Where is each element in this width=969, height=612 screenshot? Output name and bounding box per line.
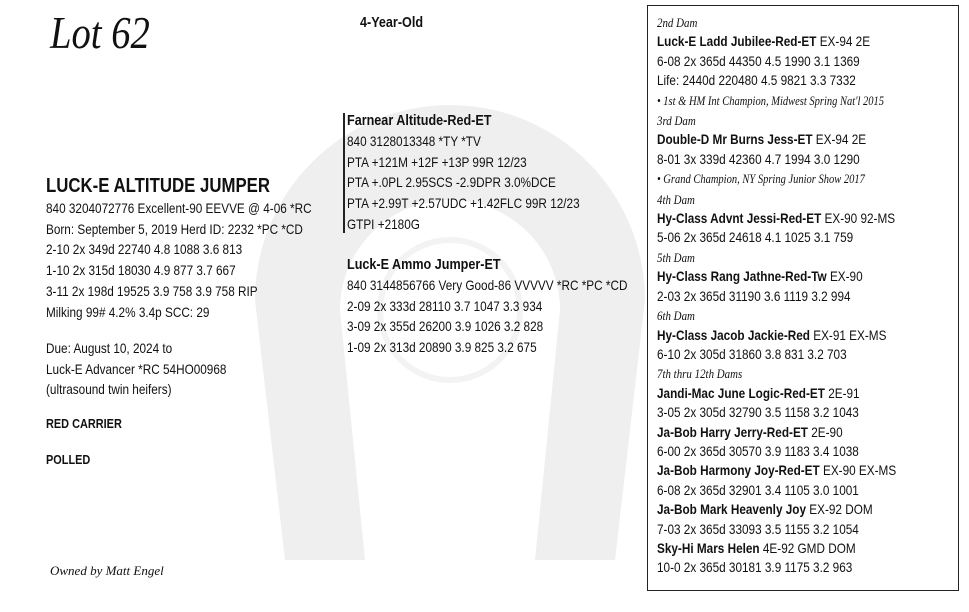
dam-name-text: Ja-Bob Mark Heavenly Joy bbox=[657, 501, 807, 518]
dam-line: 1-09 2x 313d 20890 3.9 825 3.2 675 bbox=[347, 339, 537, 356]
award-note-text: • Grand Champion, NY Spring Junior Show 2017 bbox=[657, 172, 865, 187]
pedigree-record-line: 5-06 2x 365d 24618 4.1 1025 3.1 759 bbox=[657, 229, 854, 246]
pedigree-record-line: 3-05 2x 305d 32790 3.5 1158 3.2 1043 bbox=[657, 404, 859, 421]
polled-label: POLLED bbox=[46, 452, 91, 467]
dam-name-text: Sky-Hi Mars Helen bbox=[657, 539, 760, 556]
pedigree-record-line: 6-00 2x 365d 30570 3.9 1183 3.4 1038 bbox=[657, 442, 859, 459]
sire-line: GTPI +2180G bbox=[347, 215, 420, 232]
owner-label: Owned by Matt Engel bbox=[50, 563, 164, 578]
pedigree-dam-name bbox=[657, 539, 896, 558]
due-info bbox=[46, 338, 261, 400]
pedigree-record-line: 10-0 2x 365d 30181 3.9 1175 3.2 963 bbox=[657, 559, 853, 576]
dam-line: 2-09 2x 333d 28110 3.7 1047 3.3 934 bbox=[347, 297, 543, 314]
animal-line: 1-10 2x 315d 18030 4.9 877 3.7 667 bbox=[46, 262, 236, 279]
dam-classification: 2E-90 bbox=[807, 423, 843, 440]
pedigree-dam-name bbox=[657, 130, 896, 149]
pedigree-dam-name bbox=[657, 32, 896, 51]
pedigree-generation-label bbox=[657, 190, 896, 209]
red-carrier-label: RED CARRIER bbox=[46, 416, 122, 431]
dam-classification: 2E-91 bbox=[824, 384, 860, 401]
pedigree-award-note bbox=[657, 169, 896, 189]
due-line: (ultrasound twin heifers) bbox=[46, 381, 172, 398]
pedigree-award-note bbox=[657, 91, 896, 111]
pedigree-generation-label bbox=[657, 111, 896, 130]
dam-name-text: Ja-Bob Harmony Joy-Red-ET bbox=[657, 462, 820, 479]
pedigree-record-line: 2-03 2x 365d 31190 3.6 1119 3.2 994 bbox=[657, 287, 851, 304]
animal-line: Milking 99# 4.2% 3.4p SCC: 29 bbox=[46, 303, 210, 320]
pedigree-dam-name bbox=[657, 326, 896, 345]
generation-label-text: 4th Dam bbox=[657, 191, 695, 207]
sire-line: 840 3128013348 *TY *TV bbox=[347, 133, 481, 149]
animal-line: 3-11 2x 198d 19525 3.9 758 3.9 758 RIP bbox=[46, 282, 258, 299]
sire-dam-divider bbox=[343, 113, 345, 233]
dam-classification: EX-94 2E bbox=[812, 131, 867, 148]
pedigree-dam-name bbox=[657, 461, 896, 480]
animal-line: 2-10 2x 349d 22740 4.8 1088 3.6 813 bbox=[46, 241, 243, 258]
pedigree-dam-name bbox=[657, 423, 896, 442]
sire-line: PTA +2.99T +2.57UDC +1.42FLC 99R 12/23 bbox=[347, 195, 580, 212]
dam-name-text: Luck-E Ladd Jubilee-Red-ET bbox=[657, 33, 817, 50]
dam-classification: EX-94 2E bbox=[816, 33, 871, 50]
dam-classification: EX-90 92-MS bbox=[821, 210, 896, 227]
dam-name-text: Double-D Mr Burns Jess-ET bbox=[657, 131, 813, 148]
dam-classification: 4E-92 GMD DOM bbox=[759, 539, 856, 556]
dam-line: 3-09 2x 355d 26200 3.9 1026 3.2 828 bbox=[347, 318, 544, 335]
dam-classification: EX-90 EX-MS bbox=[819, 462, 897, 479]
sire-name: Farnear Altitude-Red-ET bbox=[347, 112, 492, 129]
dam-name-text: Hy-Class Advnt Jessi-Red-ET bbox=[657, 210, 822, 227]
sire-line: PTA +121M +12F +13P 99R 12/23 bbox=[347, 153, 527, 170]
animal-name: LUCK-E ALTITUDE JUMPER bbox=[46, 175, 271, 197]
pedigree-box bbox=[647, 5, 959, 591]
pedigree-generation-label bbox=[657, 306, 896, 325]
animal-age: 4-Year-Old bbox=[360, 14, 424, 31]
pedigree-record-line: 7-03 2x 365d 33093 3.5 1155 3.2 1054 bbox=[657, 520, 859, 537]
pedigree-list bbox=[657, 13, 942, 578]
dam-name: Luck-E Ammo Jumper-ET bbox=[347, 256, 501, 273]
due-line: Due: August 10, 2024 to bbox=[46, 340, 173, 356]
sire-line: PTA +.0PL 2.95SCS -2.9DPR 3.0%DCE bbox=[347, 174, 556, 191]
pedigree-record-line: 6-08 2x 365d 32901 3.4 1105 3.0 1001 bbox=[657, 481, 859, 498]
dam-classification: EX-92 DOM bbox=[806, 501, 873, 518]
lot-number: Lot 62 bbox=[50, 7, 150, 58]
generation-label-text: 7th thru 12th Dams bbox=[657, 366, 743, 382]
dam-name-text: Hy-Class Jacob Jackie-Red bbox=[657, 326, 810, 343]
pedigree-generation-label bbox=[657, 13, 896, 32]
pedigree-dam-name bbox=[657, 209, 896, 228]
dam-block bbox=[347, 254, 681, 358]
pedigree-dam-name bbox=[657, 267, 896, 286]
award-note-text: • 1st & HM Int Champion, Midwest Spring Nat'l 2015 bbox=[657, 93, 885, 108]
pedigree-record-line: 8-01 3x 339d 42360 4.7 1994 3.0 1290 bbox=[657, 150, 860, 167]
dam-name-text: Jandi-Mac June Logic-Red-ET bbox=[657, 384, 825, 401]
animal-line: 840 3204072776 Excellent-90 EEVVE @ 4-06 *RC bbox=[46, 200, 312, 216]
generation-label-text: 5th Dam bbox=[657, 249, 695, 265]
pedigree-record-line: 6-08 2x 365d 44350 4.5 1990 3.1 1369 bbox=[657, 52, 860, 69]
dam-name-text: Hy-Class Rang Jathne-Red-Tw bbox=[657, 268, 827, 285]
pedigree-generation-label bbox=[657, 248, 896, 267]
animal-line: Born: September 5, 2019 Herd ID: 2232 *PC *CD bbox=[46, 220, 303, 237]
dam-classification: EX-90 bbox=[826, 268, 863, 285]
generation-label-text: 3rd Dam bbox=[657, 113, 696, 129]
dam-name-text: Ja-Bob Harry Jerry-Red-ET bbox=[657, 423, 808, 440]
generation-label-text: 2nd Dam bbox=[657, 15, 698, 30]
sire-block bbox=[347, 110, 624, 235]
dam-line: 840 3144856766 Very Good-86 VVVVV *RC *PC *CD bbox=[347, 277, 628, 293]
dam-classification: EX-91 EX-MS bbox=[809, 326, 887, 343]
pedigree-generation-label bbox=[657, 364, 896, 383]
pedigree-record-line: 6-10 2x 305d 31860 3.8 831 3.2 703 bbox=[657, 345, 847, 362]
due-line: Luck-E Advancer *RC 54HO00968 bbox=[46, 360, 227, 377]
pedigree-dam-name bbox=[657, 384, 896, 403]
animal-info bbox=[46, 174, 362, 322]
generation-label-text: 6th Dam bbox=[657, 308, 695, 324]
pedigree-record-line: Life: 2440d 220480 4.5 9821 3.3 7332 bbox=[657, 72, 856, 89]
pedigree-dam-name bbox=[657, 500, 896, 519]
